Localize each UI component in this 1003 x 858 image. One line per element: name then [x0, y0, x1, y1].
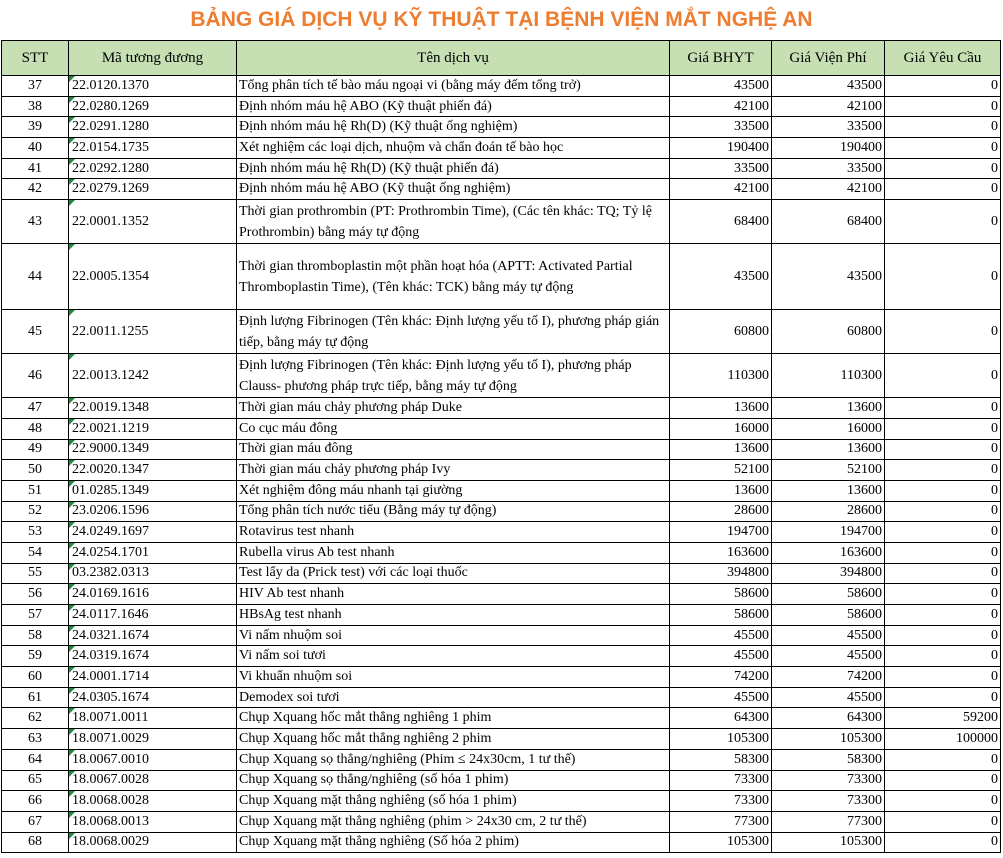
cell-bhyt-price[interactable]: 45500 — [670, 646, 772, 667]
cell-service-name[interactable]: Test lẩy da (Prick test) với các loại thuốc — [237, 563, 670, 584]
cell-hospital-price[interactable]: 45500 — [772, 687, 885, 708]
cell-stt[interactable]: 45 — [2, 310, 69, 354]
table-row[interactable] — [2, 646, 1001, 667]
table-row[interactable] — [2, 770, 1001, 791]
cell-request-price[interactable]: 0 — [885, 244, 1001, 310]
cell-bhyt-price[interactable]: 13600 — [670, 480, 772, 501]
header-stt: STT — [2, 41, 69, 76]
cell-bhyt-price[interactable]: 77300 — [670, 811, 772, 832]
table-row[interactable] — [2, 522, 1001, 543]
cell-bhyt-price[interactable]: 28600 — [670, 501, 772, 522]
cell-hospital-price[interactable]: 77300 — [772, 811, 885, 832]
cell-service-name[interactable]: Chụp Xquang hốc mắt thẳng nghiêng 1 phim — [237, 708, 670, 729]
cell-bhyt-price[interactable]: 64300 — [670, 708, 772, 729]
page-title: BẢNG GIÁ DỊCH VỤ KỸ THUẬT TẠI BỆNH VIỆN MẮT NGHỆ AN — [190, 8, 813, 31]
table-row[interactable] — [2, 667, 1001, 688]
cell-stt[interactable]: 50 — [2, 460, 69, 481]
cell-bhyt-price[interactable]: 13600 — [670, 439, 772, 460]
cell-request-price[interactable]: 0 — [885, 646, 1001, 667]
cell-hospital-price[interactable]: 28600 — [772, 501, 885, 522]
cell-hospital-price[interactable]: 13600 — [772, 480, 885, 501]
cell-request-price[interactable]: 59200 — [885, 708, 1001, 729]
cell-stt[interactable]: 37 — [2, 76, 69, 97]
table-row[interactable] — [2, 832, 1001, 853]
table-row[interactable] — [2, 749, 1001, 770]
cell-stt[interactable]: 41 — [2, 158, 69, 179]
cell-code[interactable]: 22.0291.1280 — [69, 117, 237, 138]
table-row[interactable] — [2, 791, 1001, 812]
table-row[interactable] — [2, 708, 1001, 729]
header-code: Mã tương đương — [69, 41, 237, 76]
cell-bhyt-price[interactable]: 42100 — [670, 96, 772, 117]
cell-bhyt-price[interactable]: 33500 — [670, 158, 772, 179]
cell-service-name[interactable]: Định nhóm máu hệ ABO (Kỹ thuật ống nghiệm) — [237, 179, 670, 200]
cell-service-name[interactable]: Thời gian thromboplastin một phần hoạt hóa (APTT: Activated Partial Thromboplastin Time), (Tên khác: TCK) bằng máy tự động — [237, 244, 670, 310]
header-request-price: Giá Yêu Cầu — [885, 41, 1001, 76]
cell-service-name[interactable]: Demodex soi tươi — [237, 687, 670, 708]
cell-hospital-price[interactable]: 16000 — [772, 418, 885, 439]
cell-service-name[interactable]: Chụp Xquang mặt thẳng nghiêng (số hóa 1 phim) — [237, 791, 670, 812]
cell-bhyt-price[interactable]: 42100 — [670, 179, 772, 200]
cell-code[interactable]: 24.0254.1701 — [69, 542, 237, 563]
cell-bhyt-price[interactable]: 45500 — [670, 625, 772, 646]
cell-code[interactable]: 18.0068.0028 — [69, 791, 237, 812]
cell-hospital-price[interactable]: 73300 — [772, 791, 885, 812]
table-row[interactable] — [2, 200, 1001, 244]
cell-hospital-price[interactable]: 58600 — [772, 584, 885, 605]
cell-stt[interactable]: 42 — [2, 179, 69, 200]
cell-stt[interactable]: 44 — [2, 244, 69, 310]
cell-request-price[interactable]: 0 — [885, 791, 1001, 812]
cell-code[interactable]: 22.0020.1347 — [69, 460, 237, 481]
cell-service-name[interactable]: Định lượng Fibrinogen (Tên khác: Định lượng yếu tố I), phương pháp gián tiếp, bằng máy tự động — [237, 310, 670, 354]
cell-service-name[interactable]: Thời gian prothrombin (PT: Prothrombin Time), (Các tên khác: TQ; Tỷ lệ Prothrombin) bằng máy tự động — [237, 200, 670, 244]
cell-hospital-price[interactable]: 58600 — [772, 605, 885, 626]
cell-stt[interactable]: 68 — [2, 832, 69, 853]
cell-stt[interactable]: 52 — [2, 501, 69, 522]
cell-hospital-price[interactable]: 45500 — [772, 625, 885, 646]
cell-request-price[interactable]: 0 — [885, 439, 1001, 460]
cell-code[interactable]: 22.0019.1348 — [69, 398, 237, 419]
header-row — [2, 41, 1001, 76]
table-row[interactable] — [2, 179, 1001, 200]
cell-service-name[interactable]: Chụp Xquang mặt thẳng nghiêng (phim > 24x30 cm, 2 tư thế) — [237, 811, 670, 832]
cell-bhyt-price[interactable]: 105300 — [670, 832, 772, 853]
cell-bhyt-price[interactable]: 73300 — [670, 791, 772, 812]
cell-stt[interactable]: 64 — [2, 749, 69, 770]
cell-bhyt-price[interactable]: 58600 — [670, 584, 772, 605]
table-row[interactable] — [2, 418, 1001, 439]
cell-bhyt-price[interactable]: 13600 — [670, 398, 772, 419]
cell-service-name[interactable]: Vi nấm soi tươi — [237, 646, 670, 667]
table-row[interactable] — [2, 542, 1001, 563]
cell-bhyt-price[interactable]: 74200 — [670, 667, 772, 688]
cell-code[interactable]: 03.2382.0313 — [69, 563, 237, 584]
table-row[interactable] — [2, 158, 1001, 179]
cell-service-name[interactable]: Định nhóm máu hệ Rh(D) (Kỹ thuật phiến đá) — [237, 158, 670, 179]
cell-code[interactable]: 22.0013.1242 — [69, 354, 237, 398]
table-row[interactable] — [2, 729, 1001, 750]
cell-code[interactable]: 22.0005.1354 — [69, 244, 237, 310]
cell-request-price[interactable]: 0 — [885, 76, 1001, 97]
cell-request-price[interactable]: 0 — [885, 584, 1001, 605]
cell-request-price[interactable]: 0 — [885, 354, 1001, 398]
table-row[interactable] — [2, 138, 1001, 159]
cell-service-name[interactable]: HIV Ab test nhanh — [237, 584, 670, 605]
cell-service-name[interactable]: Thời gian máu chảy phương pháp Ivy — [237, 460, 670, 481]
cell-request-price[interactable]: 0 — [885, 398, 1001, 419]
cell-hospital-price[interactable]: 394800 — [772, 563, 885, 584]
cell-hospital-price[interactable]: 33500 — [772, 158, 885, 179]
cell-hospital-price[interactable]: 105300 — [772, 729, 885, 750]
table-row[interactable] — [2, 563, 1001, 584]
cell-code[interactable]: 22.9000.1349 — [69, 439, 237, 460]
cell-request-price[interactable]: 0 — [885, 542, 1001, 563]
cell-hospital-price[interactable]: 194700 — [772, 522, 885, 543]
cell-bhyt-price[interactable]: 58300 — [670, 749, 772, 770]
cell-request-price[interactable]: 0 — [885, 811, 1001, 832]
cell-bhyt-price[interactable]: 58600 — [670, 605, 772, 626]
cell-stt[interactable]: 47 — [2, 398, 69, 419]
cell-stt[interactable]: 66 — [2, 791, 69, 812]
cell-code[interactable]: 23.0206.1596 — [69, 501, 237, 522]
cell-request-price[interactable]: 0 — [885, 749, 1001, 770]
cell-bhyt-price[interactable]: 163600 — [670, 542, 772, 563]
cell-request-price[interactable]: 0 — [885, 480, 1001, 501]
cell-code[interactable]: 22.0120.1370 — [69, 76, 237, 97]
cell-hospital-price[interactable]: 74200 — [772, 667, 885, 688]
table-row[interactable] — [2, 398, 1001, 419]
table-row[interactable] — [2, 605, 1001, 626]
cell-hospital-price[interactable]: 43500 — [772, 244, 885, 310]
cell-service-name[interactable]: Định nhóm máu hệ ABO (Kỹ thuật phiến đá) — [237, 96, 670, 117]
cell-hospital-price[interactable]: 73300 — [772, 770, 885, 791]
cell-service-name[interactable]: Định nhóm máu hệ Rh(D) (Kỹ thuật ống nghiệm) — [237, 117, 670, 138]
cell-service-name[interactable]: HBsAg test nhanh — [237, 605, 670, 626]
table-row[interactable] — [2, 244, 1001, 310]
table-row[interactable] — [2, 501, 1001, 522]
cell-bhyt-price[interactable]: 43500 — [670, 244, 772, 310]
cell-stt[interactable]: 56 — [2, 584, 69, 605]
cell-stt[interactable]: 58 — [2, 625, 69, 646]
cell-hospital-price[interactable]: 13600 — [772, 439, 885, 460]
cell-hospital-price[interactable]: 58300 — [772, 749, 885, 770]
cell-code[interactable]: 24.0249.1697 — [69, 522, 237, 543]
cell-code[interactable]: 18.0067.0010 — [69, 749, 237, 770]
header-hospital-price: Giá Viện Phí — [772, 41, 885, 76]
cell-bhyt-price[interactable]: 45500 — [670, 687, 772, 708]
cell-code[interactable]: 18.0071.0029 — [69, 729, 237, 750]
cell-request-price[interactable]: 0 — [885, 158, 1001, 179]
cell-service-name[interactable]: Co cục máu đông — [237, 418, 670, 439]
cell-code[interactable]: 22.0154.1735 — [69, 138, 237, 159]
cell-stt[interactable]: 67 — [2, 811, 69, 832]
cell-code[interactable]: 24.0001.1714 — [69, 667, 237, 688]
cell-code[interactable]: 24.0305.1674 — [69, 687, 237, 708]
cell-bhyt-price[interactable]: 43500 — [670, 76, 772, 97]
cell-request-price[interactable]: 0 — [885, 687, 1001, 708]
table-row[interactable] — [2, 584, 1001, 605]
cell-code[interactable]: 24.0117.1646 — [69, 605, 237, 626]
cell-bhyt-price[interactable]: 190400 — [670, 138, 772, 159]
cell-hospital-price[interactable]: 45500 — [772, 646, 885, 667]
cell-request-price[interactable]: 0 — [885, 117, 1001, 138]
header-bhyt-price: Giá BHYT — [670, 41, 772, 76]
cell-stt[interactable]: 55 — [2, 563, 69, 584]
cell-hospital-price[interactable]: 110300 — [772, 354, 885, 398]
cell-hospital-price[interactable]: 60800 — [772, 310, 885, 354]
table-row[interactable] — [2, 96, 1001, 117]
cell-hospital-price[interactable]: 42100 — [772, 179, 885, 200]
price-table — [1, 40, 1001, 853]
cell-stt[interactable]: 63 — [2, 729, 69, 750]
cell-bhyt-price[interactable]: 73300 — [670, 770, 772, 791]
cell-service-name[interactable]: Định lượng Fibrinogen (Tên khác: Định lượng yếu tố I), phương pháp Clauss- phương pháp trực tiếp, bằng máy tự động — [237, 354, 670, 398]
cell-stt[interactable]: 48 — [2, 418, 69, 439]
cell-request-price[interactable]: 0 — [885, 200, 1001, 244]
cell-stt[interactable]: 60 — [2, 667, 69, 688]
cell-code[interactable]: 18.0068.0029 — [69, 832, 237, 853]
cell-service-name[interactable]: Vi khuẩn nhuộm soi — [237, 667, 670, 688]
cell-code[interactable]: 22.0280.1269 — [69, 96, 237, 117]
cell-stt[interactable]: 49 — [2, 439, 69, 460]
cell-stt[interactable]: 38 — [2, 96, 69, 117]
cell-service-name[interactable]: Thời gian máu chảy phương pháp Duke — [237, 398, 670, 419]
cell-stt[interactable]: 53 — [2, 522, 69, 543]
table-row[interactable] — [2, 811, 1001, 832]
cell-stt[interactable]: 54 — [2, 542, 69, 563]
cell-hospital-price[interactable]: 105300 — [772, 832, 885, 853]
table-row[interactable] — [2, 460, 1001, 481]
cell-bhyt-price[interactable]: 60800 — [670, 310, 772, 354]
cell-request-price[interactable]: 0 — [885, 501, 1001, 522]
cell-stt[interactable]: 62 — [2, 708, 69, 729]
cell-hospital-price[interactable]: 33500 — [772, 117, 885, 138]
cell-service-name[interactable]: Chụp Xquang sọ thẳng/nghiêng (số hóa 1 phim) — [237, 770, 670, 791]
cell-stt[interactable]: 51 — [2, 480, 69, 501]
cell-service-name[interactable]: Vi nấm nhuộm soi — [237, 625, 670, 646]
cell-code[interactable]: 18.0068.0013 — [69, 811, 237, 832]
cell-code[interactable]: 18.0067.0028 — [69, 770, 237, 791]
cell-bhyt-price[interactable]: 68400 — [670, 200, 772, 244]
table-row[interactable] — [2, 354, 1001, 398]
cell-code[interactable]: 22.0279.1269 — [69, 179, 237, 200]
cell-code[interactable]: 01.0285.1349 — [69, 480, 237, 501]
cell-code[interactable]: 24.0169.1616 — [69, 584, 237, 605]
cell-bhyt-price[interactable]: 33500 — [670, 117, 772, 138]
cell-hospital-price[interactable]: 43500 — [772, 76, 885, 97]
cell-stt[interactable]: 57 — [2, 605, 69, 626]
cell-hospital-price[interactable]: 64300 — [772, 708, 885, 729]
cell-request-price[interactable]: 0 — [885, 770, 1001, 791]
cell-code[interactable]: 22.0292.1280 — [69, 158, 237, 179]
table-row[interactable] — [2, 625, 1001, 646]
cell-request-price[interactable]: 0 — [885, 625, 1001, 646]
cell-request-price[interactable]: 0 — [885, 310, 1001, 354]
cell-service-name[interactable]: Tổng phân tích tế bào máu ngoại vi (bằng máy đếm tổng trở) — [237, 76, 670, 97]
cell-stt[interactable]: 40 — [2, 138, 69, 159]
cell-request-price[interactable]: 100000 — [885, 729, 1001, 750]
cell-request-price[interactable]: 0 — [885, 605, 1001, 626]
table-row[interactable] — [2, 439, 1001, 460]
table-row[interactable] — [2, 687, 1001, 708]
cell-bhyt-price[interactable]: 194700 — [670, 522, 772, 543]
cell-request-price[interactable]: 0 — [885, 667, 1001, 688]
cell-stt[interactable]: 59 — [2, 646, 69, 667]
cell-service-name[interactable]: Chụp Xquang sọ thẳng/nghiêng (Phim ≤ 24x30cm, 1 tư thế) — [237, 749, 670, 770]
cell-request-price[interactable]: 0 — [885, 563, 1001, 584]
cell-request-price[interactable]: 0 — [885, 96, 1001, 117]
cell-service-name[interactable]: Rotavirus test nhanh — [237, 522, 670, 543]
cell-code[interactable]: 22.0021.1219 — [69, 418, 237, 439]
cell-request-price[interactable]: 0 — [885, 179, 1001, 200]
cell-code[interactable]: 22.0011.1255 — [69, 310, 237, 354]
cell-hospital-price[interactable]: 190400 — [772, 138, 885, 159]
cell-hospital-price[interactable]: 68400 — [772, 200, 885, 244]
table-body — [2, 76, 1001, 853]
cell-request-price[interactable]: 0 — [885, 418, 1001, 439]
cell-request-price[interactable]: 0 — [885, 522, 1001, 543]
cell-bhyt-price[interactable]: 52100 — [670, 460, 772, 481]
cell-hospital-price[interactable]: 13600 — [772, 398, 885, 419]
cell-stt[interactable]: 43 — [2, 200, 69, 244]
table-row[interactable] — [2, 76, 1001, 97]
cell-service-name[interactable]: Rubella virus Ab test nhanh — [237, 542, 670, 563]
cell-hospital-price[interactable]: 163600 — [772, 542, 885, 563]
cell-bhyt-price[interactable]: 16000 — [670, 418, 772, 439]
cell-request-price[interactable]: 0 — [885, 832, 1001, 853]
cell-service-name[interactable]: Chụp Xquang hốc mắt thẳng nghiêng 2 phim — [237, 729, 670, 750]
cell-stt[interactable]: 39 — [2, 117, 69, 138]
cell-code[interactable]: 24.0321.1674 — [69, 625, 237, 646]
cell-hospital-price[interactable]: 42100 — [772, 96, 885, 117]
cell-service-name[interactable]: Thời gian máu đông — [237, 439, 670, 460]
cell-code[interactable]: 18.0071.0011 — [69, 708, 237, 729]
cell-bhyt-price[interactable]: 105300 — [670, 729, 772, 750]
cell-hospital-price[interactable]: 52100 — [772, 460, 885, 481]
cell-code[interactable]: 24.0319.1674 — [69, 646, 237, 667]
cell-service-name[interactable]: Xét nghiệm các loại dịch, nhuộm và chẩn đoán tế bào học — [237, 138, 670, 159]
cell-stt[interactable]: 46 — [2, 354, 69, 398]
table-row[interactable] — [2, 480, 1001, 501]
cell-stt[interactable]: 65 — [2, 770, 69, 791]
cell-stt[interactable]: 61 — [2, 687, 69, 708]
cell-bhyt-price[interactable]: 394800 — [670, 563, 772, 584]
table-row[interactable] — [2, 117, 1001, 138]
cell-request-price[interactable]: 0 — [885, 138, 1001, 159]
cell-service-name[interactable]: Xét nghiệm đông máu nhanh tại giường — [237, 480, 670, 501]
header-service-name: Tên dịch vụ — [237, 41, 670, 76]
cell-service-name[interactable]: Tổng phân tích nước tiểu (Bằng máy tự động) — [237, 501, 670, 522]
cell-request-price[interactable]: 0 — [885, 460, 1001, 481]
cell-bhyt-price[interactable]: 110300 — [670, 354, 772, 398]
cell-service-name[interactable]: Chụp Xquang mặt thẳng nghiêng (Số hóa 2 phim) — [237, 832, 670, 853]
table-row[interactable] — [2, 310, 1001, 354]
cell-code[interactable]: 22.0001.1352 — [69, 200, 237, 244]
